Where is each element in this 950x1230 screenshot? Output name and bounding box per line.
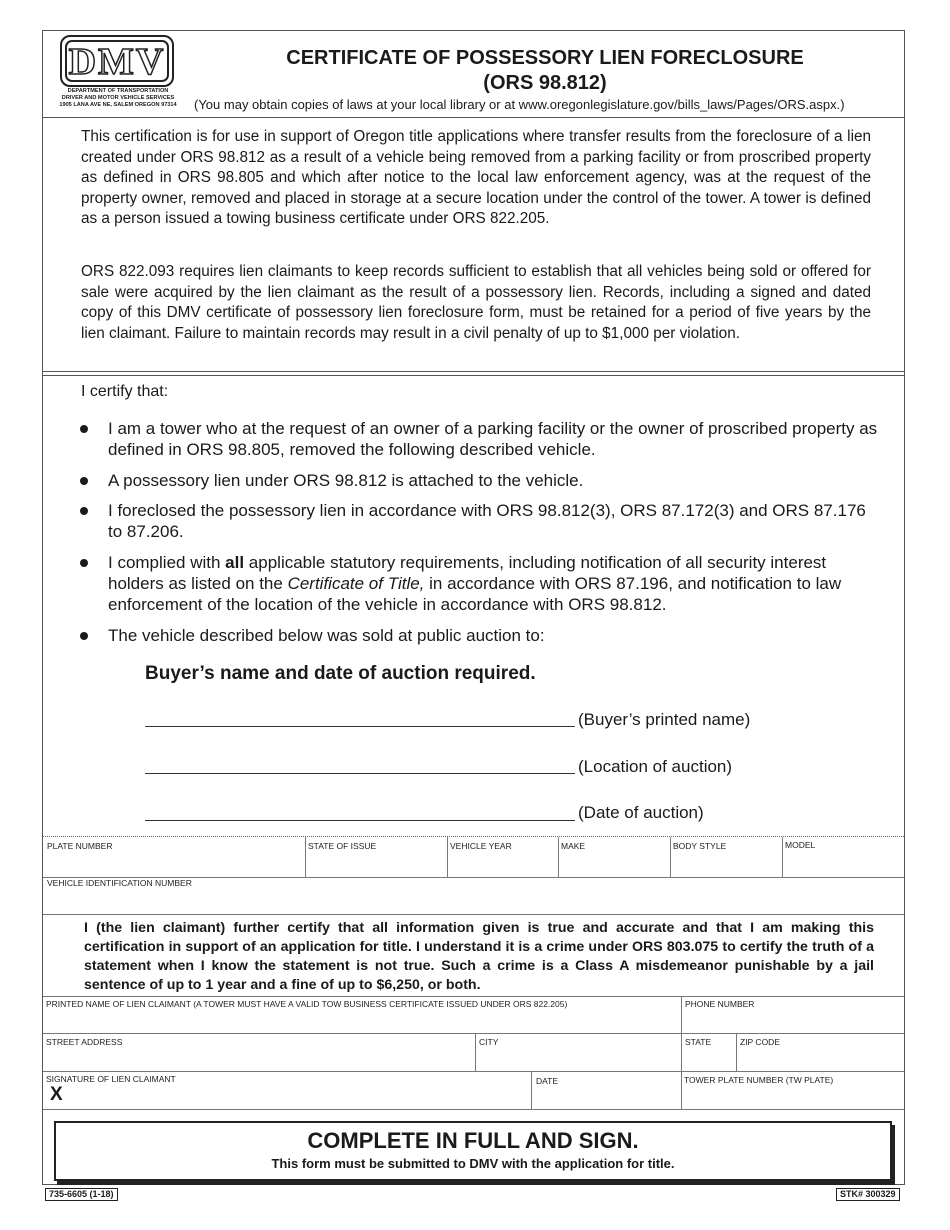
body-style-field[interactable]: BODY STYLE — [673, 841, 727, 851]
street-address-field[interactable]: STREET ADDRESS — [46, 1037, 123, 1047]
agency-line-3: 1905 LANA AVE NE, SALEM OREGON 97314 — [59, 102, 177, 108]
complete-notice-title: COMPLETE IN FULL AND SIGN. — [307, 1128, 639, 1153]
cell-divider — [782, 837, 783, 877]
form-number: 735-6605 (1-18) — [45, 1188, 118, 1201]
cell-divider — [531, 1072, 532, 1109]
agency-line-1: DEPARTMENT OF TRANSPORTATION — [67, 88, 169, 94]
cell-divider — [447, 837, 448, 877]
claimant-certification: I (the lien claimant) further certify that all information given is true and accurate and that I am making this certification in support of an application for title. I understand it is a crime under ORS 803.075 to certify the truth of a statement when I know the statement is not true. Such a crime is a Class A misdemeanor punishable by a jail sentence of up to 1 year and a fine of up to $6,250, or both. — [84, 920, 874, 993]
bullet-icon — [80, 477, 88, 485]
auction-location-field[interactable] — [145, 773, 575, 774]
agency-line-2: DRIVER AND MOTOR VEHICLE SERVICES — [61, 95, 175, 101]
certify-bullet-3: I foreclosed the possessory lien in accordance with ORS 98.812(3), ORS 87.172(3) and ORS 87.176 to 87.206. — [80, 500, 880, 542]
certificate-of-title-ref: Certificate of Title, — [287, 574, 425, 593]
laws-note: (You may obtain copies of laws at your local library or at www.oregonlegislature.gov/bills_laws/Pages/ORS.aspx.) — [194, 97, 845, 112]
zip-code-field[interactable]: ZIP CODE — [740, 1037, 780, 1047]
divider — [43, 117, 904, 118]
certify-bullet-2: A possessory lien under ORS 98.812 is attached to the vehicle. — [80, 470, 880, 491]
plate-number-field[interactable]: PLATE NUMBER — [47, 841, 113, 851]
intro-paragraph-1: This certification is for use in support of Oregon title applications where transfer results from the foreclosure of a lien created under ORS 98.812 as a result of a vehicle being removed from a parking facility or from proscribed property as defined in ORS 98.805 and which after notice to the local law enforcement agency, was at the request of the property owner, removed and placed in storage at a secure location under the control of the tower. A tower is defined as a person issued a towing business certificate under ORS 822.205. — [81, 128, 871, 228]
claimant-name-field[interactable]: PRINTED NAME OF LIEN CLAIMANT (A TOWER MUST HAVE A VALID TOW BUSINESS CERTIFICATE ISSUED UNDER ORS 822.205) — [46, 999, 568, 1009]
bullet-icon — [80, 507, 88, 515]
form-title: CERTIFICATE OF POSSESSORY LIEN FORECLOSURE — [286, 47, 804, 69]
auction-date-field[interactable] — [145, 820, 575, 821]
dmv-logo-text: DMV — [65, 40, 169, 82]
stock-number: STK# 300329 — [836, 1188, 900, 1201]
buyer-name-field[interactable] — [145, 726, 575, 727]
certify-bullet-1: I am a tower who at the request of an owner of a parking facility or the owner of proscribed property as defined in ORS 98.805, removed the following described vehicle. — [80, 418, 880, 460]
complete-notice-subtitle: This form must be submitted to DMV with the application for title. — [271, 1156, 675, 1171]
certify-bullet-4: I complied with all applicable statutory requirements, including notification of all security interest holders as listed on the Certificate of Title, in accordance with ORS 87.196, and notification to law enforcement of the location of the vehicle in accordance with ORS 98.812. — [80, 552, 880, 615]
cell-divider — [736, 1034, 737, 1071]
city-field[interactable]: CITY — [479, 1037, 499, 1047]
intro-paragraph-2: ORS 822.093 requires lien claimants to keep records sufficient to establish that all vehicles being sold or offered for sale were acquired by the lien claimant as the result of a possessory lien. Records, including a signed and dated copy of this DMV certificate of possessory lien foreclosure form, must be retained for a period of five years by the lien claimant. Failure to maintain records may result in a civil penalty of up to $1,000 per violation. — [81, 263, 871, 342]
vin-field[interactable]: VEHICLE IDENTIFICATION NUMBER — [47, 878, 192, 888]
bullet-icon — [80, 425, 88, 433]
claimant-row-divider — [43, 1071, 904, 1072]
double-divider — [43, 371, 904, 376]
tow-plate-field[interactable]: TOWER PLATE NUMBER (TW PLATE) — [684, 1075, 834, 1085]
state-field[interactable]: STATE — [685, 1037, 712, 1047]
vin-row-bottom — [43, 914, 904, 915]
form-title-statute: (ORS 98.812) — [483, 72, 607, 94]
model-field[interactable]: MODEL — [785, 840, 816, 850]
dmv-logo — [60, 35, 174, 87]
cell-divider — [558, 837, 559, 877]
buyer-name-label: (Buyer’s printed name) — [578, 710, 751, 729]
auction-required-heading: Buyer’s name and date of auction required. — [145, 663, 536, 684]
claimant-table-bottom — [43, 1109, 904, 1110]
cell-divider — [670, 837, 671, 877]
certify-bullet-5: The vehicle described below was sold at public auction to: — [80, 625, 880, 646]
cell-divider — [681, 997, 682, 1109]
certify-heading: I certify that: — [81, 383, 169, 400]
cell-divider — [475, 1034, 476, 1071]
claimant-table-top — [43, 996, 904, 997]
date-field[interactable]: DATE — [536, 1076, 559, 1086]
signature-x-mark: X — [50, 1084, 63, 1105]
vehicle-table-top — [43, 836, 904, 837]
emphasis-all: all — [225, 553, 245, 572]
bullet-icon — [80, 632, 88, 640]
complete-notice-box — [54, 1121, 892, 1181]
auction-date-label: (Date of auction) — [578, 803, 704, 822]
signature-field[interactable]: SIGNATURE OF LIEN CLAIMANT — [46, 1074, 176, 1084]
make-field[interactable]: MAKE — [561, 841, 586, 851]
vehicle-year-field[interactable]: VEHICLE YEAR — [450, 841, 512, 851]
phone-number-field[interactable]: PHONE NUMBER — [685, 999, 755, 1009]
state-of-issue-field[interactable]: STATE OF ISSUE — [308, 841, 377, 851]
auction-location-label: (Location of auction) — [578, 757, 733, 776]
bullet-icon — [80, 559, 88, 567]
cell-divider — [305, 837, 306, 877]
claimant-row-divider — [43, 1033, 904, 1034]
